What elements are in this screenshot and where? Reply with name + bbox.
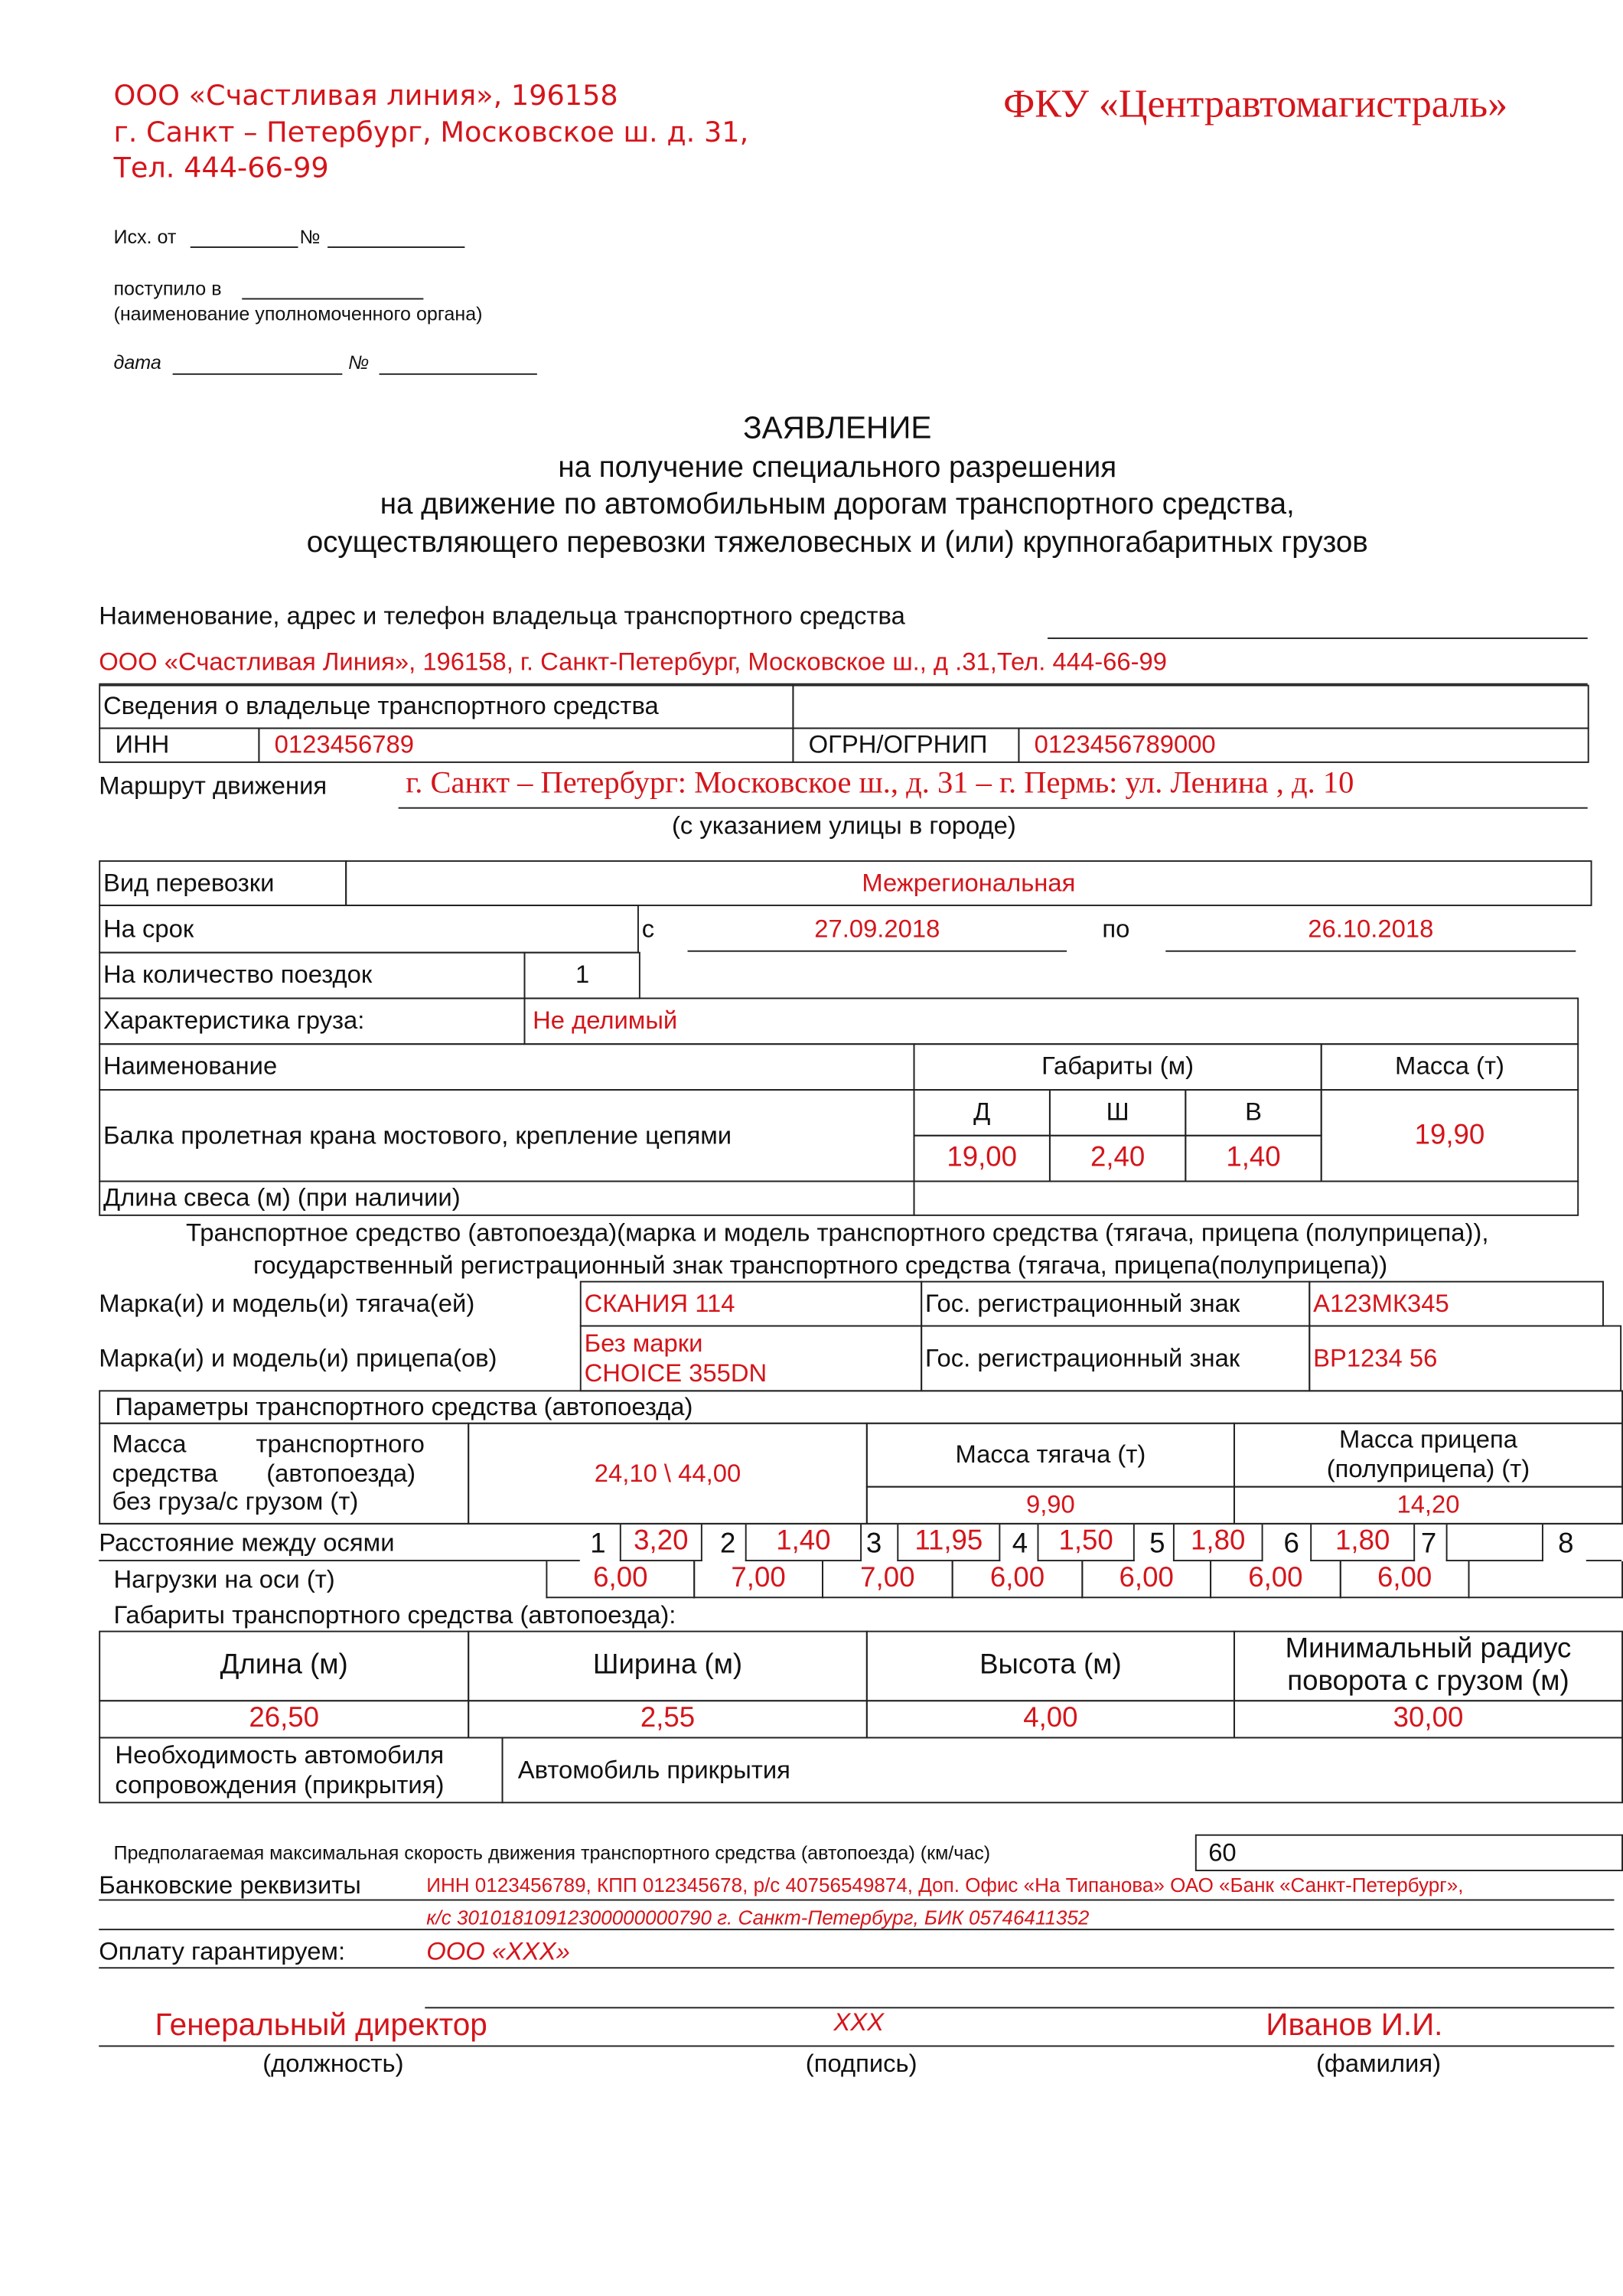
route-value[interactable]: г. Санкт – Петербург: Московское ш., д. 31 – г. Пермь: ул. Ленина , д. 10	[406, 764, 1354, 801]
date-label: дата	[113, 351, 161, 373]
trailer-mass-label-2: (полуприцепа) (т)	[1326, 1455, 1530, 1483]
axle-load-value[interactable]: 6,00	[1340, 1561, 1470, 1598]
sender-line-1: ООО «Счастливая линия», 196158	[113, 80, 618, 113]
tractor-mass-label: Масса тягача (т)	[866, 1423, 1235, 1488]
payment-value[interactable]: ООО «ХХХ»	[426, 1937, 570, 1966]
outgoing-no-label: №	[299, 226, 321, 248]
axle-load-value[interactable]: 7,00	[693, 1561, 823, 1598]
width-label: Ширина (м)	[468, 1631, 868, 1702]
route-label: Маршрут движения	[99, 771, 328, 801]
received-hint: (наименование уполномоченного органа)	[113, 302, 483, 325]
tractor-mass-value[interactable]: 9,90	[866, 1486, 1235, 1525]
cargo-width-label: Ш	[1049, 1089, 1186, 1137]
axle-number: 1	[590, 1528, 606, 1561]
speed-label: Предполагаемая максимальная скорость движения транспортного средства (автопоезда) (км/час)	[113, 1841, 991, 1864]
recipient: ФКУ «Центравтомагистраль»	[1003, 81, 1508, 126]
signer-position[interactable]: Генеральный директор	[155, 2008, 487, 2043]
overhang-label: Длина свеса (м) (при наличии)	[99, 1181, 914, 1216]
axle-distance-value[interactable]: 1,50	[1038, 1525, 1135, 1561]
inn-value[interactable]: 0123456789	[258, 728, 794, 763]
signer-signature[interactable]: ХХХ	[833, 2008, 885, 2037]
cargo-length-label: Д	[914, 1089, 1051, 1137]
sender-line-3: Тел. 444-66-99	[113, 152, 329, 185]
signer-name[interactable]: Иванов И.И.	[1266, 2008, 1443, 2043]
axle-number: 8	[1558, 1528, 1574, 1561]
ogrn-value[interactable]: 0123456789000	[1018, 728, 1589, 763]
cargo-mass-value[interactable]: 19,90	[1321, 1089, 1579, 1182]
axle-load-value[interactable]	[1468, 1561, 1623, 1598]
trailer-label: Марка(и) и модель(и) прицепа(ов)	[99, 1344, 497, 1373]
date-field[interactable]	[173, 373, 343, 375]
trailer-mass-label	[1234, 1423, 1623, 1488]
trailer-value-line-1: Без марки	[584, 1329, 703, 1358]
transport-type-label: Вид перевозки	[99, 860, 347, 906]
date-number-field[interactable]	[380, 373, 537, 375]
axle-number: 2	[719, 1528, 736, 1561]
axle-distance-value[interactable]	[1446, 1525, 1543, 1561]
width-value[interactable]: 2,55	[468, 1700, 868, 1738]
params-mass-label-1: Масса транспортного	[112, 1430, 425, 1459]
speed-value[interactable]: 60	[1195, 1835, 1623, 1871]
trips-label: На количество поездок	[99, 952, 525, 1000]
radius-value[interactable]: 30,00	[1234, 1700, 1623, 1738]
trips-value[interactable]: 1	[524, 952, 640, 1000]
height-value[interactable]: 4,00	[866, 1700, 1235, 1738]
axle-load-label: Нагрузки на оси (т)	[113, 1565, 335, 1594]
axle-distance-value[interactable]: 3,20	[620, 1525, 702, 1561]
title-line-1: на получение специального разрешения	[558, 452, 1117, 484]
axle-load-value[interactable]: 6,00	[546, 1561, 695, 1598]
axle-load-value[interactable]: 6,00	[1210, 1561, 1341, 1598]
trailer-reg-label: Гос. регистрационный знак	[921, 1326, 1310, 1392]
outgoing-label: Исх. от	[113, 226, 177, 248]
cargo-height-value[interactable]: 1,40	[1185, 1135, 1322, 1182]
axle-number: 5	[1149, 1528, 1165, 1561]
document-title: ЗАЯВЛЕНИЕ	[743, 411, 932, 446]
title-line-3: осуществляющего перевозки тяжеловесных и (или) крупногабаритных грузов	[306, 527, 1368, 559]
radius-label-2: поворота с грузом (м)	[1287, 1665, 1569, 1698]
axle-load-value[interactable]: 6,00	[1081, 1561, 1211, 1598]
tractor-reg-label: Гос. регистрационный знак	[921, 1281, 1310, 1327]
cargo-height-label: В	[1185, 1089, 1322, 1137]
route-underline	[399, 807, 1588, 809]
axle-number: 7	[1420, 1528, 1437, 1561]
term-from-underline	[688, 951, 1067, 952]
trailer-mass-value[interactable]: 14,20	[1234, 1486, 1623, 1525]
params-mass-value[interactable]: 24,10 \ 44,00	[468, 1423, 868, 1525]
term-to-value[interactable]: 26.10.2018	[1308, 915, 1434, 944]
axle-distance-value[interactable]: 11,95	[897, 1525, 1000, 1561]
sender-line-2: г. Санкт – Петербург, Московское ш. д. 31,	[113, 116, 749, 149]
transport-type-value[interactable]: Межрегиональная	[345, 860, 1592, 906]
bank-line-1[interactable]: ИНН 0123456789, КПП 012345678, р/с 40756549874, Доп. Офис «На Типанова» ОАО «Банк «Санкт-Петербург»,	[426, 1874, 1464, 1896]
owner-value[interactable]: ООО «Счастливая Линия», 196158, г. Санкт-Петербург, Московское ш., д .31,Тел. 444-66-99	[99, 647, 1167, 677]
axle-distance-value[interactable]: 1,80	[1310, 1525, 1415, 1561]
surname-hint: (фамилия)	[1315, 2050, 1442, 2078]
owner-label: Наименование, адрес и телефон владельца транспортного средства	[99, 602, 905, 631]
height-label: Высота (м)	[866, 1631, 1235, 1702]
ogrn-label: ОГРН/ОГРНИП	[792, 728, 1019, 763]
axle-distance-value[interactable]: 1,80	[1173, 1525, 1263, 1561]
owner-underline	[1048, 638, 1588, 639]
escort-label	[99, 1737, 503, 1803]
dims-title: Габариты транспортного средства (автопоезда):	[113, 1601, 676, 1629]
cargo-length-value[interactable]: 19,00	[914, 1135, 1051, 1182]
term-from-label: с	[641, 915, 655, 944]
bank-label: Банковские реквизиты	[99, 1870, 361, 1900]
vehicle-intro-1: Транспортное средство (автопоезда)(марка и модель транспортного средства (тягача, прицепа (полуприцепа)),	[186, 1218, 1489, 1247]
tractor-label: Марка(и) и модель(и) тягача(ей)	[99, 1290, 475, 1318]
bank-line-2[interactable]: к/с 30101810912300000000790 г. Санкт-Петербург, БИК 05746411352	[426, 1906, 1090, 1929]
radius-label	[1234, 1631, 1623, 1702]
trailer-reg-value[interactable]: ВР1234 56	[1309, 1326, 1621, 1392]
axle-distance-label: Расстояние между осями	[99, 1528, 395, 1557]
cargo-dims-label: Габариты (м)	[914, 1043, 1322, 1091]
axle-number: 3	[865, 1528, 882, 1561]
date-no-label: №	[348, 351, 370, 373]
term-label: На срок	[99, 905, 639, 954]
cargo-name-value[interactable]: Балка пролетная крана мостового, крепление цепями	[99, 1089, 914, 1182]
cargo-char-value[interactable]: Не делимый	[524, 997, 1579, 1045]
params-mass-label	[99, 1423, 469, 1525]
payment-underline	[99, 1967, 1614, 1968]
axle-number: 4	[1012, 1528, 1028, 1561]
params-mass-label-3: без груза/с грузом (т)	[112, 1488, 359, 1516]
route-hint: (с указанием улицы в городе)	[671, 811, 1016, 840]
term-to-label: по	[1102, 915, 1130, 944]
axle-distance-underline	[99, 1560, 580, 1561]
position-hint: (должность)	[262, 2050, 404, 2078]
signature-line	[99, 2045, 1614, 2047]
bank-underline-1	[99, 1900, 1614, 1901]
axle-load-value[interactable]: 7,00	[822, 1561, 953, 1598]
escort-value[interactable]: Автомобиль прикрытия	[502, 1737, 1623, 1803]
owner-info-label: Сведения о владельце транспортного средства	[99, 685, 794, 729]
title-line-2: на движение по автомобильным дорогам транспортного средства,	[380, 488, 1295, 521]
cargo-char-label: Характеристика груза:	[99, 997, 525, 1045]
axle-distance-value[interactable]: 1,40	[745, 1525, 862, 1561]
params-title: Параметры транспортного средства (автопоезда)	[99, 1390, 1623, 1424]
outgoing-number-field[interactable]	[328, 246, 464, 248]
cargo-mass-label: Масса (т)	[1321, 1043, 1579, 1091]
trailer-value-line-2: CHOICE 355DN	[584, 1358, 768, 1387]
escort-label-1: Необходимость автомобиля	[115, 1741, 445, 1769]
owner-info-empty	[792, 685, 1589, 729]
payment-label: Оплату гарантируем:	[99, 1937, 346, 1966]
tractor-value[interactable]: СКАНИЯ 114	[580, 1281, 922, 1327]
term-to-underline	[1165, 951, 1576, 952]
inn-label: ИНН	[99, 728, 259, 763]
cargo-name-label: Наименование	[99, 1043, 914, 1091]
axle-number: 6	[1283, 1528, 1299, 1561]
axle-load-value[interactable]: 6,00	[952, 1561, 1084, 1598]
cargo-width-value[interactable]: 2,40	[1049, 1135, 1186, 1182]
signature-hint: (подпись)	[805, 2050, 917, 2078]
length-label: Длина (м)	[99, 1631, 469, 1702]
received-field[interactable]	[242, 298, 423, 299]
received-label: поступило в	[113, 277, 222, 300]
overhang-value[interactable]	[914, 1181, 1579, 1216]
radius-label-1: Минимальный радиус	[1285, 1633, 1572, 1665]
vehicle-intro-2: государственный регистрационный знак транспортного средства (тягача, прицепа(полуприцепа))	[253, 1251, 1388, 1280]
params-mass-label-2: средства (автопоезда)	[112, 1459, 416, 1488]
trailer-value[interactable]	[580, 1326, 922, 1392]
bank-underline-2	[99, 1929, 1614, 1930]
length-value[interactable]: 26,50	[99, 1700, 469, 1738]
trailer-mass-label-1: Масса прицепа	[1339, 1426, 1517, 1455]
outgoing-date-field[interactable]	[191, 246, 298, 248]
term-from-value[interactable]: 27.09.2018	[814, 915, 940, 944]
escort-label-2: сопровождения (прикрытия)	[115, 1769, 445, 1799]
tractor-reg-value[interactable]: А123МК345	[1309, 1281, 1604, 1327]
